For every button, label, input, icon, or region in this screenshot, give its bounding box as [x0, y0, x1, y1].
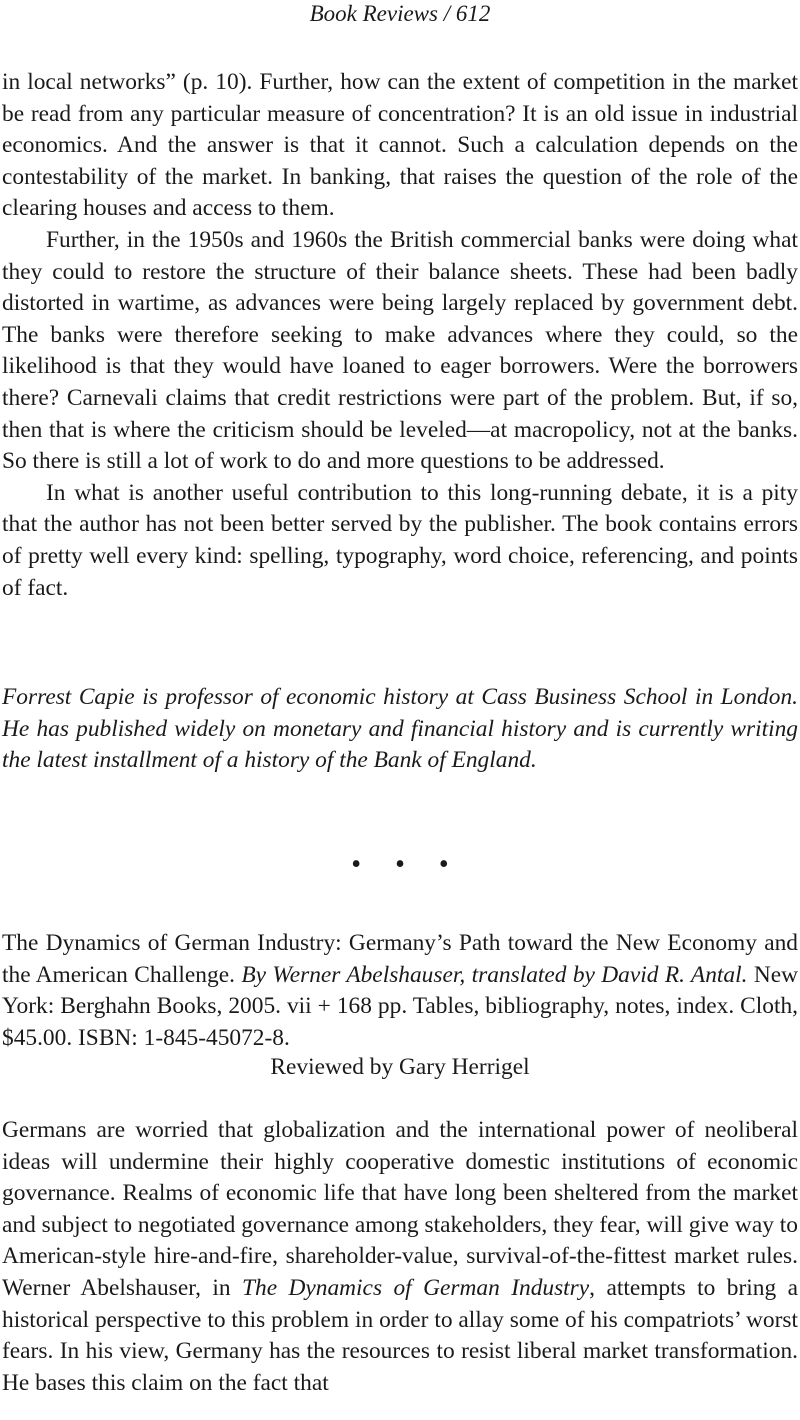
paragraph-banks: Further, in the 1950s and 1960s the British commercial banks were doing what they could to restore the structure of their balance sheets. These had been badly distorted in wartime, as advances were being largely replaced by government debt. The banks were therefore seeking to make advances where they could, so the likelihood is that they would have loaned to eager borrowers. Were the borrowers there? Carnevali claims that credit restrictions were part of the problem. But, if so, then that is where the criticism should be leveled—at macropolicy, not at the banks. So there is still a lot of work to do and more questions to be addressed. [2, 226, 798, 475]
paragraph-publisher: In what is another useful contribution to this long-running debate, it is a pity that the author has not been better served by the publisher. The book contains errors of pretty well every kind: spelling, typography, word choice, referencing, and points of fact. [2, 479, 798, 601]
author-bio-text: Forrest Capie is professor of economic history at Cass Business School in London. He has published widely on monetary and financial history and is currently writing the latest installment of a history of the Bank of England. [2, 684, 798, 774]
author-bio [2, 682, 798, 777]
review-text-part2: , attempts to bring a historical perspective to this problem in order to allay some of his compatriots’ worst fears. In his view, Germany has the resources to resist liberal market transformation. He bases this claim on the fact that [2, 1274, 798, 1396]
review-continuation [2, 67, 798, 604]
book-title: The Dynamics of German Industry: Germany’s Path toward the New Economy and the American Challenge. [2, 930, 798, 988]
book-authors: By Werner Abelshauser, translated by David R. Antal. [241, 961, 748, 988]
publication-details: New York: Berghahn Books, 2005. vii + 168 pp. Tables, bibliography, notes, index. Cloth, $45.00. ISBN: 1-845-45072-8. [2, 961, 799, 1051]
section-separator: ••• [351, 849, 483, 880]
reviewer-line: Reviewed by Gary Herrigel [270, 1054, 530, 1080]
paragraph-continued: in local networks” (p. 10). Further, how can the extent of competition in the market be read from any particular measure of concentration? It is an old issue in industrial economics. And the answer is that it cannot. Such a calculation depends on the contestability of the market. In banking, that raises the question of the role of the clearing houses and access to them. [2, 69, 798, 222]
review-text-part1: Germans are worried that globalization and the international power of neoliberal ideas will undermine their highly cooperative domestic institutions of economic governance. Realms of economic life that have long been sheltered from the market and subject to negotiated governance among stakeholders, they fear, will give way to American-style hire-and-fire, shareholder-value, survival-of-the-fittest market rules. Werner Abelshauser, in [2, 1117, 798, 1301]
review-paragraph [2, 1115, 798, 1399]
running-head: Book Reviews / 612 [309, 1, 491, 26]
review-book-title: The Dynamics of German Industry [241, 1274, 590, 1301]
review-body [2, 1115, 798, 1399]
citation-text [2, 928, 798, 1054]
book-citation [2, 928, 798, 1054]
